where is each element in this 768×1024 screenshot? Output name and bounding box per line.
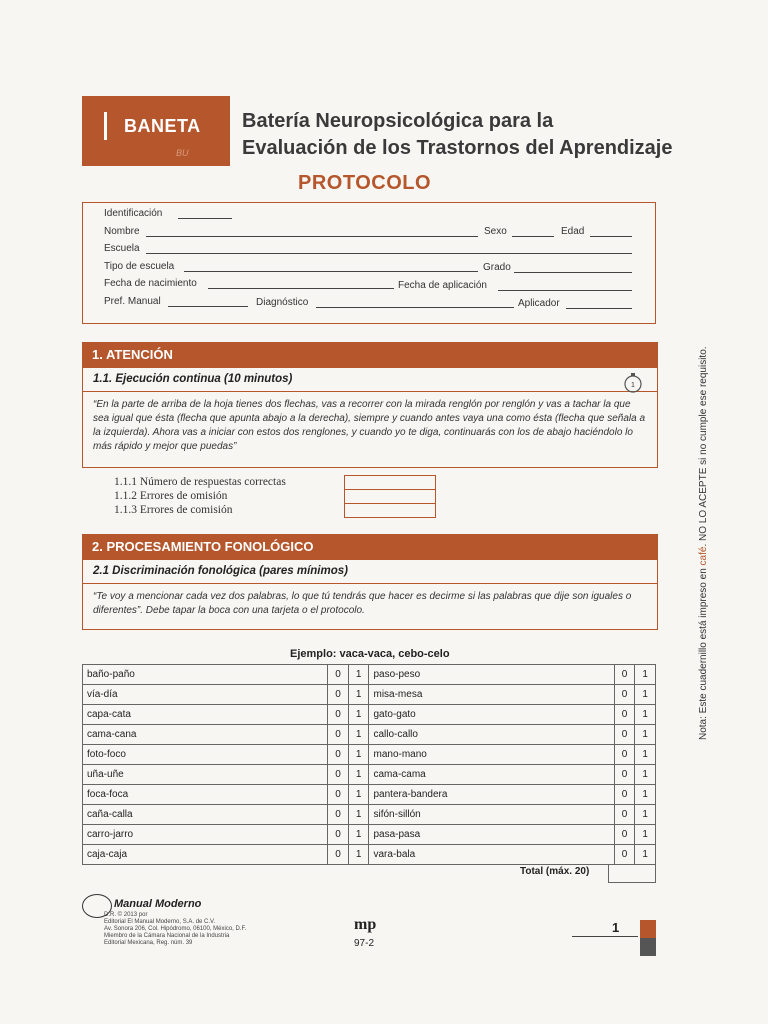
field-aplicador[interactable] (566, 308, 632, 309)
svg-text:1: 1 (631, 382, 635, 389)
left-pair-word: caña-calla (83, 805, 328, 825)
left-pair-word: cama-cana (83, 725, 328, 745)
field-pref-manual[interactable] (168, 306, 248, 307)
publisher-details (104, 912, 246, 947)
field-sexo[interactable] (512, 236, 554, 237)
right-score-1[interactable]: 1 (635, 665, 656, 685)
score-box-omission[interactable] (344, 489, 436, 504)
left-pair-word: uña-uñe (83, 765, 328, 785)
publisher-line-1: Editorial El Manual Moderno, S.A. de C.V. (104, 919, 216, 925)
left-score-1[interactable]: 1 (348, 705, 369, 725)
label-sexo: Sexo (484, 226, 507, 237)
right-score-1[interactable]: 1 (635, 765, 656, 785)
right-score-0[interactable]: 0 (614, 665, 635, 685)
right-score-1[interactable]: 1 (635, 685, 656, 705)
brand-label: BANETA (124, 116, 201, 136)
left-pair-word: vía-día (83, 685, 328, 705)
right-pair-word: pantera-bandera (369, 785, 614, 805)
label-edad: Edad (561, 226, 585, 237)
section-phonological-heading: 2. PROCESAMIENTO FONOLÓGICO (82, 534, 658, 560)
publisher-line-2: Av. Sonora 206, Col. Hipódromo, 06100, México, D.F. (104, 926, 247, 932)
table-row (83, 705, 656, 725)
right-pair-word: vara-bala (369, 845, 614, 865)
copyright-line: D.R. © 2013 por (104, 912, 148, 918)
right-pair-word: gato-gato (369, 705, 614, 725)
left-score-0[interactable]: 0 (328, 765, 349, 785)
right-score-0[interactable]: 0 (614, 765, 635, 785)
stopwatch-icon (622, 372, 644, 394)
label-pref-manual: Pref. Manual (104, 296, 161, 307)
label-fecha-nacimiento: Fecha de nacimiento (104, 278, 197, 289)
total-score-box[interactable] (608, 864, 656, 883)
right-score-0[interactable]: 0 (614, 825, 635, 845)
left-pair-word: carro-jarro (83, 825, 328, 845)
label-diagnostico: Diagnóstico (256, 297, 309, 308)
label-fecha-aplicacion: Fecha de aplicación (398, 280, 487, 291)
score-box-correct[interactable] (344, 475, 436, 490)
score-label-commission: 1.1.3 Errores de comisión (114, 504, 233, 516)
table-row (83, 725, 656, 745)
right-score-0[interactable]: 0 (614, 705, 635, 725)
left-score-1[interactable]: 1 (348, 685, 369, 705)
title-line-2: Evaluación de los Trastornos del Aprendizaje (242, 137, 673, 159)
right-score-0[interactable]: 0 (614, 805, 635, 825)
field-edad[interactable] (590, 236, 632, 237)
right-score-1[interactable]: 1 (635, 745, 656, 765)
corner-mark (640, 920, 656, 956)
right-score-1[interactable]: 1 (635, 785, 656, 805)
example-text: Ejemplo: vaca-vaca, cebo-celo (290, 648, 450, 660)
right-pair-word: sifón-sillón (369, 805, 614, 825)
left-score-0[interactable]: 0 (328, 705, 349, 725)
label-grado: Grado (483, 262, 511, 273)
label-nombre: Nombre (104, 226, 140, 237)
title-line-1: Batería Neuropsicológica para la (242, 110, 554, 132)
side-note-part2: . NO LO ACEPTE si no cumple ese requisito. (698, 346, 709, 547)
right-score-0[interactable]: 0 (614, 785, 635, 805)
table-row (83, 825, 656, 845)
word-pairs-table (82, 664, 656, 865)
left-score-0[interactable]: 0 (328, 745, 349, 765)
page-number: 1 (612, 920, 620, 935)
mp-logo: mp (354, 916, 377, 933)
left-score-0[interactable]: 0 (328, 685, 349, 705)
page-rule (572, 936, 638, 937)
left-score-0[interactable]: 0 (328, 825, 349, 845)
score-box-commission[interactable] (344, 503, 436, 518)
side-note-part1: Nota: Este cuadernillo está impreso en (698, 565, 709, 740)
field-fecha-nacimiento[interactable] (208, 288, 394, 289)
subsection-discrimination-heading: 2.1 Discriminación fonológica (pares mínimos) (82, 560, 658, 584)
field-identificacion[interactable] (178, 218, 232, 219)
subsection-continuous-heading: 1.1. Ejecución continua (10 minutos) (82, 368, 658, 392)
left-score-1[interactable]: 1 (348, 765, 369, 785)
right-pair-word: paso-peso (369, 665, 614, 685)
right-score-0[interactable]: 0 (614, 685, 635, 705)
right-score-1[interactable]: 1 (635, 705, 656, 725)
left-score-1[interactable]: 1 (348, 725, 369, 745)
right-score-1[interactable]: 1 (635, 725, 656, 745)
label-identificacion: Identificación (104, 208, 163, 219)
side-note-cafe: café (698, 546, 709, 566)
table-row (83, 805, 656, 825)
side-note (690, 300, 710, 740)
total-label: Total (máx. 20) (520, 866, 590, 877)
field-tipo-escuela[interactable] (184, 271, 478, 272)
right-score-1[interactable]: 1 (635, 845, 656, 865)
field-grado[interactable] (514, 272, 632, 273)
right-pair-word: mano-mano (369, 745, 614, 765)
left-score-0[interactable]: 0 (328, 805, 349, 825)
right-score-0[interactable]: 0 (614, 845, 635, 865)
left-score-0[interactable]: 0 (328, 845, 349, 865)
right-pair-word: callo-callo (369, 725, 614, 745)
section-attention-heading: 1. ATENCIÓN (82, 342, 658, 368)
left-score-0[interactable]: 0 (328, 665, 349, 685)
publisher-name: Manual Moderno (114, 898, 202, 910)
left-score-1[interactable]: 1 (348, 845, 369, 865)
left-score-1[interactable]: 1 (348, 665, 369, 685)
label-tipo-escuela: Tipo de escuela (104, 261, 175, 272)
publisher-line-3: Miembro de la Cámara Nacional de la Industria (104, 933, 230, 939)
publisher-line-4: Editorial Mexicana, Reg. núm. 39 (104, 940, 193, 946)
field-nombre[interactable] (146, 236, 478, 237)
attention-instruction: “En la parte de arriba de la hoja tienes dos flechas, vas a recorrer con la mirada renglón por renglón y vas a tachar la que sea igual que ésta (flecha que apunta abajo a la derecha), siempre y cuando antes vaya una como ésta (flecha que señala a la izquierda). Ahora vas a iniciar con estos dos renglones, y cuando yo te diga, continuarás con los de abajo haciéndolo lo más rápido y mejor que puedas” (82, 392, 658, 468)
left-score-0[interactable]: 0 (328, 785, 349, 805)
left-pair-word: foto-foco (83, 745, 328, 765)
right-pair-word: misa-mesa (369, 685, 614, 705)
phonological-instruction: “Te voy a mencionar cada vez dos palabras, lo que tú tendrás que hacer es decirme si las palabras que dije son iguales o diferentes”. Debe tapar la boca con una tarjeta o el protocolo. (82, 584, 658, 630)
table-row (83, 845, 656, 865)
right-pair-word: cama-cama (369, 765, 614, 785)
left-pair-word: caja-caja (83, 845, 328, 865)
left-score-1[interactable]: 1 (348, 805, 369, 825)
table-row (83, 745, 656, 765)
table-row (83, 785, 656, 805)
protocol-heading: PROTOCOLO (298, 172, 432, 194)
right-score-0[interactable]: 0 (614, 745, 635, 765)
left-score-0[interactable]: 0 (328, 725, 349, 745)
field-escuela[interactable] (146, 253, 632, 254)
left-pair-word: capa-cata (83, 705, 328, 725)
field-fecha-aplicacion[interactable] (498, 290, 632, 291)
score-label-correct: 1.1.1 Número de respuestas correctas (114, 476, 286, 488)
right-pair-word: pasa-pasa (369, 825, 614, 845)
table-row (83, 685, 656, 705)
field-diagnostico[interactable] (316, 307, 514, 308)
table-row (83, 665, 656, 685)
right-score-1[interactable]: 1 (635, 805, 656, 825)
table-row (83, 765, 656, 785)
left-pair-word: baño-paño (83, 665, 328, 685)
right-score-1[interactable]: 1 (635, 825, 656, 845)
document-title (242, 108, 673, 162)
left-score-1[interactable]: 1 (348, 745, 369, 765)
left-pair-word: foca-foca (83, 785, 328, 805)
catalog-code: 97-2 (354, 938, 375, 949)
label-escuela: Escuela (104, 243, 140, 254)
left-score-1[interactable]: 1 (348, 785, 369, 805)
left-score-1[interactable]: 1 (348, 825, 369, 845)
brand-sub: BU (176, 148, 189, 158)
brand-bar (104, 112, 107, 140)
label-aplicador: Aplicador (518, 298, 560, 309)
score-label-omission: 1.1.2 Errores de omisión (114, 490, 228, 502)
right-score-0[interactable]: 0 (614, 725, 635, 745)
